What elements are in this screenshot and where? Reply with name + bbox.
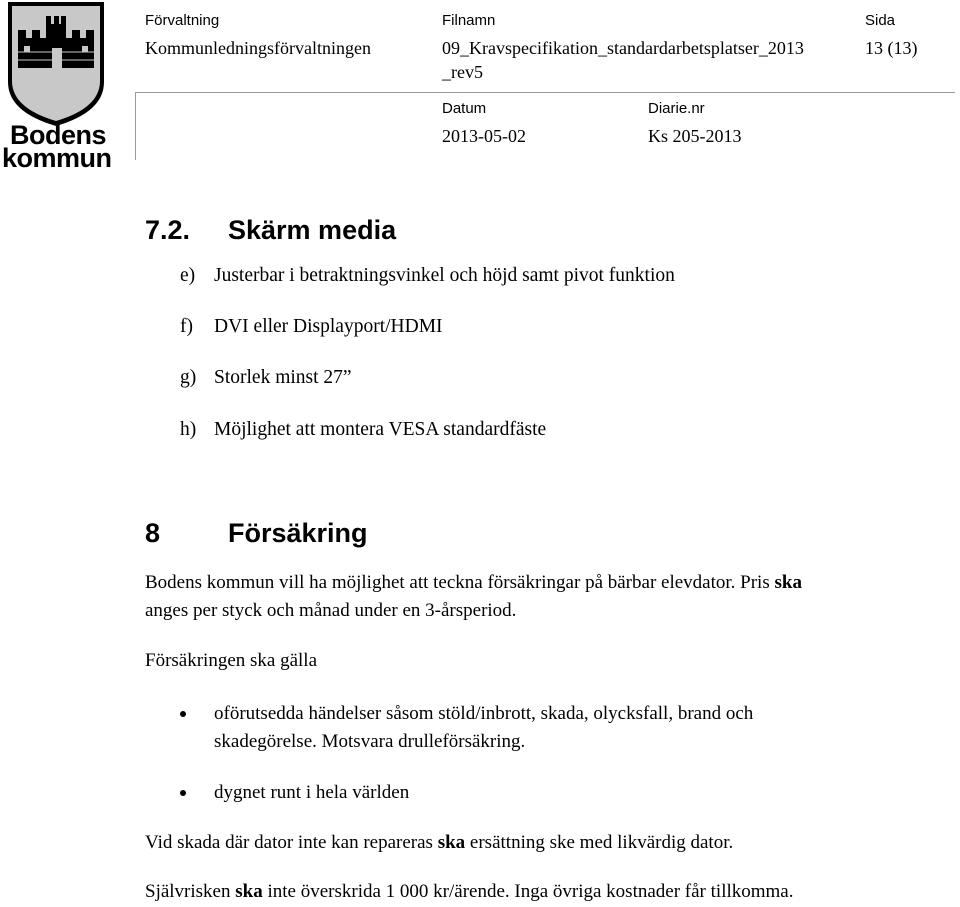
list-item-text: Storlek minst 27” bbox=[214, 367, 352, 388]
list-item-text: Justerbar i betraktningsvinkel och höjd samt pivot funktion bbox=[214, 265, 675, 286]
intro-line1-bold: ska bbox=[774, 572, 802, 593]
bullet-icon bbox=[180, 790, 186, 796]
forvaltning-value: Kommunledningsförvaltningen bbox=[145, 38, 371, 58]
bullet-line1: oförutsedda händelser såsom stöld/inbrott, skada, olycksfall, brand och bbox=[214, 703, 754, 724]
sida-value: 13 (13) bbox=[865, 38, 918, 58]
sida-label: Sida bbox=[865, 12, 896, 29]
forvaltning-label: Förvaltning bbox=[145, 12, 220, 29]
diarienr-label: Diarie.nr bbox=[648, 100, 705, 117]
header-left-divider bbox=[135, 92, 136, 160]
datum-label: Datum bbox=[442, 100, 487, 117]
lead-text: Försäkringen ska gälla bbox=[145, 650, 318, 671]
p2-text-a: Självrisken bbox=[145, 881, 236, 902]
list-item-text: DVI eller Displayport/HDMI bbox=[214, 316, 443, 337]
paragraph-replacement bbox=[145, 832, 733, 854]
p2-text-b: inte överskrida 1 000 kr/ärende. Inga övriga kostnader får tillkomma. bbox=[262, 881, 794, 902]
filnamn-value-line2: _rev5 bbox=[442, 62, 483, 82]
p2-bold: ska bbox=[235, 881, 263, 902]
list-item-letter: e) bbox=[180, 265, 196, 286]
p1-text-b: ersättning ske med likvärdig dator. bbox=[465, 832, 734, 853]
bullet-icon bbox=[180, 711, 186, 717]
intro-line1 bbox=[145, 572, 802, 594]
logo-text-line2: kommun bbox=[2, 143, 112, 173]
p1-text-a: Vid skada där dator inte kan repareras bbox=[145, 832, 438, 853]
p1-bold: ska bbox=[437, 832, 466, 853]
header-divider bbox=[135, 92, 955, 93]
intro-line2: anges per styck och månad under en 3-årsperiod. bbox=[145, 600, 517, 621]
datum-value: 2013-05-02 bbox=[442, 126, 526, 146]
list-item-letter: f) bbox=[180, 316, 193, 337]
list-item-letter: h) bbox=[180, 419, 197, 440]
bullet-line1: dygnet runt i hela världen bbox=[214, 782, 410, 803]
filnamn-value-line1: 09_Kravspecifikation_standardarbetsplatser_2013 bbox=[442, 38, 804, 58]
section-72-number: 7.2. bbox=[145, 215, 191, 245]
logo-text-line1: Bodens bbox=[10, 120, 107, 150]
paragraph-deductible bbox=[145, 881, 794, 903]
bullet-line2: skadegörelse. Motsvara drulleförsäkring. bbox=[214, 731, 526, 752]
filnamn-label: Filnamn bbox=[442, 12, 496, 29]
intro-line1-text: Bodens kommun vill ha möjlighet att teckna försäkringar på bärbar elevdator. Pris bbox=[145, 572, 775, 593]
list-item-text: Möjlighet att montera VESA standardfäste bbox=[214, 419, 547, 440]
list-item-letter: g) bbox=[180, 367, 197, 388]
bodens-kommun-logo bbox=[2, 2, 114, 172]
section-8-number: 8 bbox=[145, 518, 161, 548]
section-8-title: Försäkring bbox=[228, 518, 368, 548]
section-72-title: Skärm media bbox=[228, 215, 397, 245]
diarienr-value: Ks 205-2013 bbox=[648, 126, 742, 146]
